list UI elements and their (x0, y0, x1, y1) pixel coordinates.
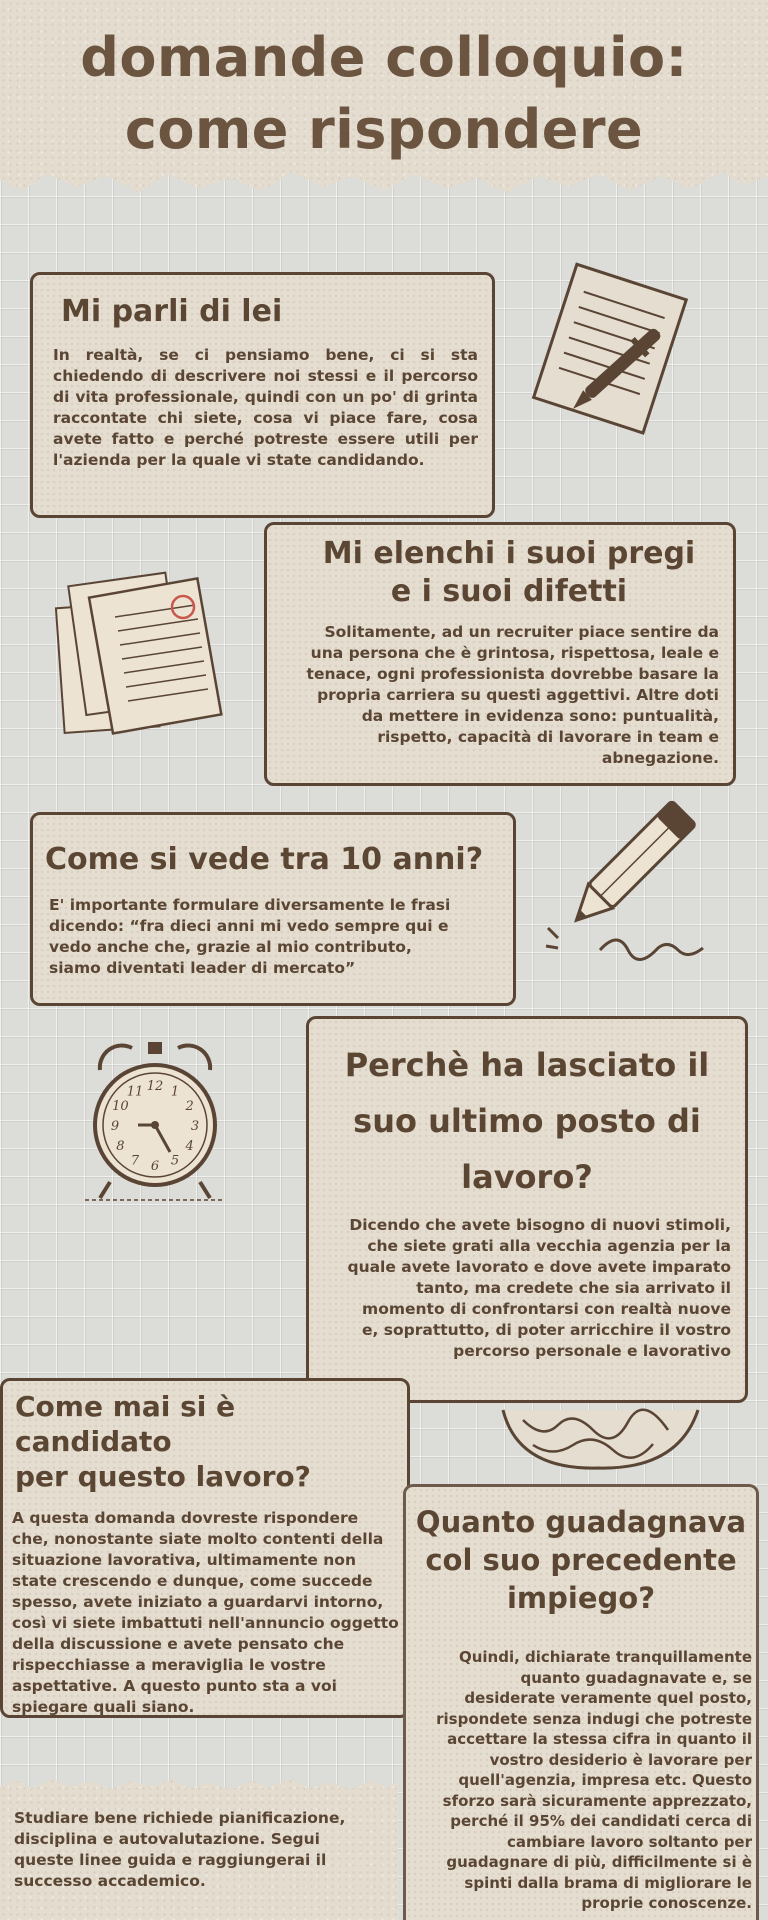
card-title-line3: lavoro? (461, 1158, 593, 1196)
clock-numeral: 7 (130, 1153, 140, 1169)
clock-numeral: 9 (110, 1119, 120, 1134)
card-mi-parli-di-lei (30, 272, 495, 518)
pencil-icon (538, 790, 713, 965)
papers-icon (55, 565, 225, 745)
card-title-line1: Quanto guadagnava (415, 1505, 747, 1539)
clock-numeral: 6 (150, 1159, 160, 1174)
clock-numeral: 5 (170, 1153, 180, 1169)
clock-numeral: 12 (146, 1079, 164, 1094)
page-title-line2: come rispondere (124, 98, 644, 161)
card-text: Quindi, dichiarate tranquillamente quanto guadagnavate e, se desiderate veramente quel posto, rispondete senza indugi che potreste accettare la stessa cifra in quanto il vostro desiderio è lavorare per quell'agenzia, impresa etc. Questo sforzo sarà sicuramente apprezzato, perché il 95% dei candidati cerca di cambiare lavoro soltanto per guadagnare di più, difficilmente si è spinti dalla brama di migliorare le proprie conoscenze. (436, 1648, 752, 1912)
footer-text: Studiare bene richiede pianificazione, disciplina e autovalutazione. Segui queste linee guida e raggiungerai il successo accademico. (14, 1809, 346, 1890)
card-text: E' importante formulare diversamente le frasi dicendo: “fra dieci anni mi vedo sempre qui e vedo anche che, grazie al mio contributo, siamo diventati leader di mercato” (49, 895, 451, 977)
card-pregi-difetti (264, 522, 736, 786)
card-text: Solitamente, ad un recruiter piace sentire da una persona che è grintosa, rispettosa, leale e tenace, ogni professionista dovrebbe basare la propria carriera su questi aggettivi. Altre doti da mettere in evidenza sono: puntualità, rispetto, capacità di lavorare in team e abnegazione. (306, 623, 719, 767)
clock-numeral: 2 (185, 1099, 194, 1114)
clock-numeral: 4 (185, 1139, 194, 1154)
card-text: In realtà, se ci pensiamo bene, ci si sta chiedendo di descrivere noi stessi e il percorso di vita professionale, quindi con un po' di grinta raccontate chi siete, cosa vi piace fare, cosa avete fatto e perché potreste essere utili per l'azienda per la quale vi state candidando. (53, 345, 478, 469)
card-title-line2: suo ultimo posto di (353, 1102, 701, 1140)
card-title: Come si vede tra 10 anni? (45, 842, 484, 877)
card-title-line3: impiego? (506, 1581, 656, 1615)
card-title-line1: Come mai si è candidato (15, 1390, 236, 1458)
card-perche-lasciato (306, 1016, 748, 1403)
clock-numeral: 11 (126, 1084, 144, 1100)
card-quanto-guadagnava (403, 1484, 759, 1920)
card-text: A questa domanda dovreste rispondere che, nonostante siate molto contenti della situazione lavorativa, ultimamente non state crescendo e dunque, come succede spesso, avete iniziato a guardarvi intorno, così vi siete imbattuti nell'annuncio oggetto della discussione e avete pensato che rispecchiasse a meraviglia le vostre aspettative. A questo punto sta a voi spiegare quali siano. (12, 1509, 399, 1716)
brain-icon (498, 1400, 703, 1472)
card-candidato (0, 1378, 410, 1718)
card-title-line1: Mi elenchi i suoi pregi (322, 536, 696, 571)
clock-numeral: 3 (190, 1119, 200, 1134)
alarm-clock-icon (80, 1030, 230, 1205)
notepad-pen-icon (525, 262, 700, 452)
clock-numeral: 10 (112, 1099, 129, 1114)
card-title-line1: Perchè ha lasciato il (344, 1046, 710, 1084)
card-title-line2: col suo precedente (425, 1543, 737, 1577)
card-tra-10-anni (30, 812, 516, 1006)
page-title-line1: domande colloquio: (80, 26, 688, 89)
card-title-line2: e i suoi difetti (390, 573, 628, 609)
card-title: Mi parli di lei (61, 294, 283, 329)
card-text: Dicendo che avete bisogno di nuovi stimoli, che siete grati alla vecchia agenzia per la quale avete lavorato e dove avete imparato tanto, ma credete che sia arrivato il momento di confrontarsi con realtà nuove e, soprattutto, di poter arricchire il vostro percorso personale e lavorativo (347, 1216, 731, 1360)
clock-numeral: 1 (170, 1084, 180, 1100)
card-title-line2: per questo lavoro? (15, 1460, 311, 1493)
clock-numeral: 8 (116, 1139, 125, 1154)
